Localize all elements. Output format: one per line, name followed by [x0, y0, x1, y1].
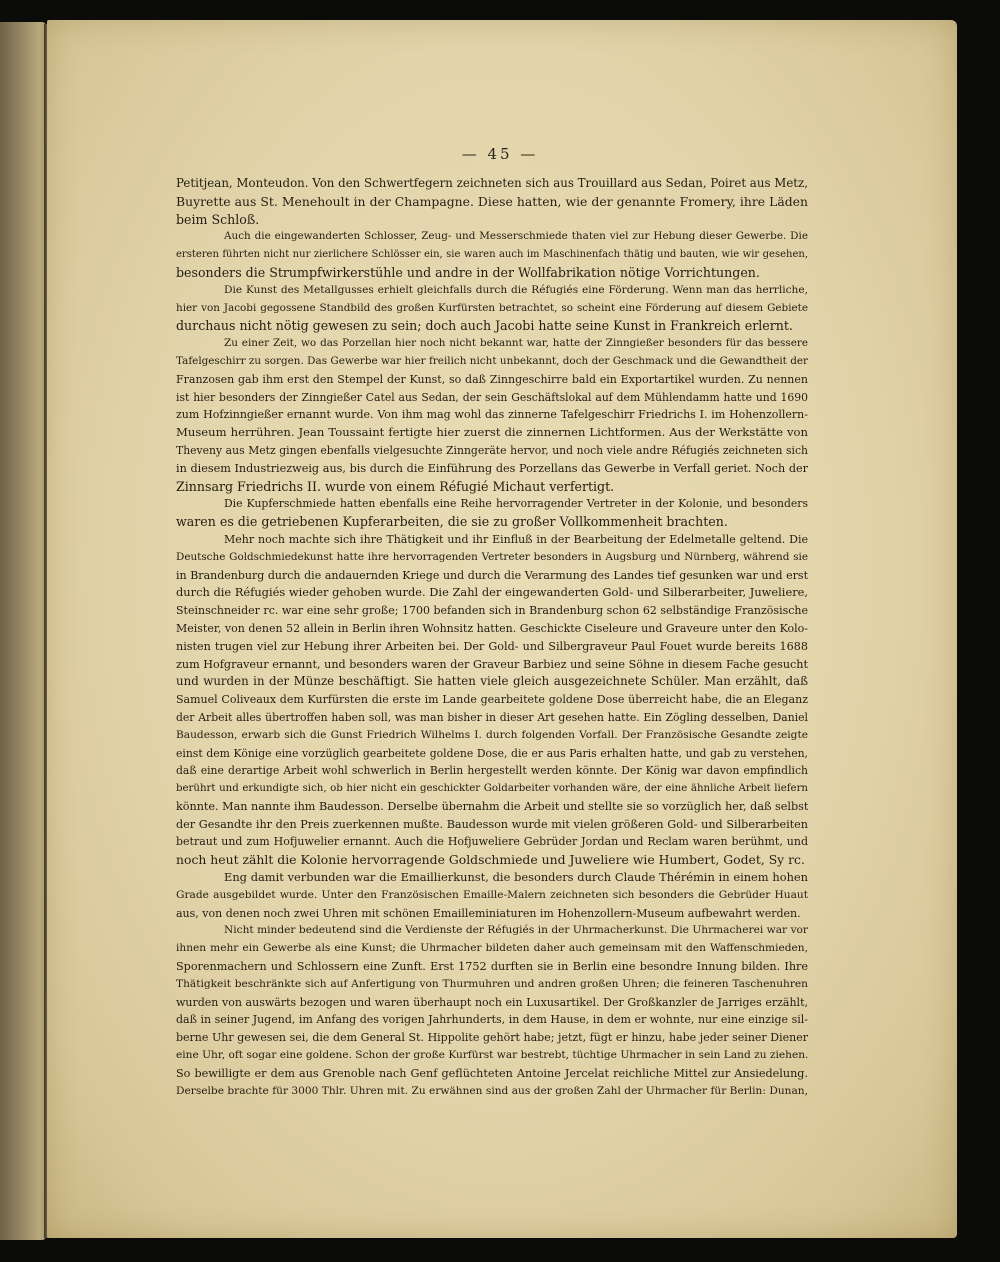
- text-line: Zinnsarg Friedrichs II. wurde von einem Réfugié Michaut verfertigt.: [176, 478, 615, 494]
- text-line: Auch die eingewanderten Schlosser, Zeug- und Messerschmiede thaten viel zur Hebung dieser Gewerbe. Die: [224, 230, 808, 243]
- text-line: berührt und erkundigte sich, ob hier nicht ein geschickter Goldarbeiter vorhanden wäre, der eine ähnliche Arbeit liefern: [176, 783, 808, 795]
- text-line: waren es die getriebenen Kupferarbeiten, die sie zu großer Vollkommenheit brachten.: [176, 514, 728, 530]
- text-line: Samuel Coliveaux dem Kurfürsten die erste im Lande gearbeitete goldene Dose überreicht habe, die an Eleganz: [176, 693, 808, 707]
- page-number: — 45 —: [461, 145, 539, 163]
- text-line: der Gesandte ihr den Preis zuerkennen mußte. Baudesson wurde mit vielen größeren Gold- und Silberarbeiten: [176, 817, 808, 831]
- text-line: zum Hofgraveur ernannt, und besonders waren der Graveur Barbiez und seine Söhne in diesem Fache gesucht: [176, 657, 808, 671]
- text-line: Deutsche Goldschmiedekunst hatte ihre hervorragenden Vertreter besonders in Augsburg und Nürnberg, während sie: [176, 550, 808, 563]
- text-line: Theveny aus Metz gingen ebenfalls vielgesuchte Zinngeräte hervor, und noch viele andre Réfugiés zeichneten sich: [176, 443, 808, 457]
- text-line: Franzosen gab ihm erst den Stempel der Kunst, so daß Zinngeschirre bald ein Exportartikel wurden. Zu nennen: [176, 372, 808, 386]
- text-line: in diesem Industriezweig aus, bis durch die Einführung des Porzellans das Gewerbe in Verfall geriet. Noch der: [176, 461, 808, 475]
- text-line: durch die Réfugiés wieder gehoben wurde. Die Zahl der eingewanderten Gold- und Silberarbeiter, Juweliere,: [176, 585, 808, 600]
- text-line: Nicht minder bedeutend sind die Verdienste der Réfugiés in der Uhrmacherkunst. Die Uhrmacherei war vor: [224, 924, 808, 937]
- text-line: einst dem Könige eine vorzüglich gearbeitete goldene Dose, die er aus Paris erhalten hatte, und gab zu verstehen,: [176, 746, 808, 760]
- text-line: Die Kupferschmiede hatten ebenfalls eine Reihe hervorragender Vertreter in der Kolonie, und besonders: [224, 497, 808, 511]
- text-line: ihnen mehr ein Gewerbe als eine Kunst; die Uhrmacher bildeten daher auch gemeinsam mit den Waffenschmieden,: [176, 942, 808, 955]
- text-line: Museum herrühren. Jean Toussaint fertigte hier zuerst die zinnernen Lichtformen. Aus der Werkstätte von: [176, 425, 808, 440]
- text-line: in Brandenburg durch die andauernden Kriege und durch die Verarmung des Landes tief gesunken war und erst: [176, 568, 808, 582]
- text-line: hier von Jacobi gegossene Standbild des großen Kurfürsten betrachtet, so scheint eine Förderung auf diesem Gebiete: [176, 301, 808, 314]
- text-line: eine Uhr, oft sogar eine goldene. Schon der große Kurfürst war bestrebt, tüchtige Uhrmacher in sein Land zu ziehen.: [176, 1049, 808, 1062]
- text-line: aus, von denen noch zwei Uhren mit schönen Emailleminiaturen im Hohenzollern-Museum aufbewahrt werden.: [176, 906, 801, 920]
- text-line: könnte. Man nannte ihm Baudesson. Derselbe übernahm die Arbeit und stellte sie so vorzüglich her, daß selbst: [176, 799, 808, 813]
- text-line: durchaus nicht nötig gewesen zu sein; doch auch Jacobi hatte seine Kunst in Frankreich erlernt.: [176, 318, 793, 334]
- text-line: daß eine derartige Arbeit wohl schwerlich in Berlin hergestellt werden könnte. Der König war davon empfindlich: [176, 764, 808, 778]
- text-line: Die Kunst des Metallgusses erhielt gleichfalls durch die Réfugiés eine Förderung. Wenn man das herrliche,: [224, 283, 808, 296]
- text-line: Thätigkeit beschränkte sich auf Anfertigung von Thurmuhren und andren großen Uhren; die feineren Taschenuhren: [176, 977, 808, 990]
- text-line: Derselbe brachte für 3000 Thlr. Uhren mit. Zu erwähnen sind aus der großen Zahl der Uhrmacher für Berlin: Dunan,: [176, 1084, 808, 1097]
- text-line: der Arbeit alles übertroffen haben soll, was man bisher in dieser Art gesehen hatte. Ein Zögling desselben, Daniel: [176, 710, 808, 724]
- text-line: Buyrette aus St. Menehoult in der Champagne. Diese hatten, wie der genannte Fromery, ihre Läden: [176, 193, 808, 209]
- text-line: berne Uhr gewesen sei, die dem General St. Hippolite gehört habe; jetzt, fügt er hinzu, habe jeder seiner Diener: [176, 1031, 808, 1045]
- text-line: betraut und zum Hofjuwelier ernannt. Auch die Hofjuweliere Gebrüder Jordan und Reclam waren berühmt, und: [176, 835, 808, 849]
- text-line: Zu einer Zeit, wo das Porzellan hier noch nicht bekannt war, hatte der Zinngießer besonders für das bessere: [224, 337, 808, 350]
- text-line: So bewilligte er dem aus Grenoble nach Genf geflüchteten Antoine Jercelat reichliche Mittel zur Ansiedelung.: [176, 1066, 808, 1080]
- text-line: Tafelgeschirr zu sorgen. Das Gewerbe war hier freilich nicht unbekannt, doch der Geschmack und die Gewandtheit der: [176, 354, 808, 367]
- text-line: Petitjean, Monteudon. Von den Schwertfegern zeichneten sich aus Trouillard aus Sedan, Poiret aus Metz,: [176, 176, 808, 190]
- text-line: und wurden in der Münze beschäftigt. Sie hatten viele gleich ausgezeichnete Schüler. Man erzählt, daß: [176, 674, 808, 689]
- text-line: ersteren führten nicht nur zierlichere Schlösser ein, sie waren auch im Maschinenfach thätig und bauten, wie wir gesehen,: [176, 249, 808, 261]
- text-line: Mehr noch machte sich ihre Thätigkeit und ihr Einfluß in der Bearbeitung der Edelmetalle geltend. Die: [224, 532, 808, 546]
- text-line: Baudesson, erwarb sich die Gunst Friedrich Wilhelms I. durch folgenden Vorfall. Der Französische Gesandte zeigte: [176, 728, 808, 741]
- text-line: besonders die Strumpfwirkerstühle und andre in der Wollfabrikation nötige Vorrichtungen.: [176, 264, 760, 280]
- text-line: Steinschneider rc. war eine sehr große; 1700 befanden sich in Brandenburg schon 62 selbständige Französische: [176, 604, 808, 618]
- text-line: daß in seiner Jugend, im Anfang des vorigen Jahrhunderts, in dem Hause, in dem er wohnte, nur eine einzige sil-: [176, 1013, 808, 1027]
- text-line: Sporenmachern und Schlossern eine Zunft. Erst 1752 durften sie in Berlin eine besondre Innung bilden. Ihre: [176, 960, 808, 974]
- text-line: ist hier besonders der Zinngießer Catel aus Sedan, der sein Geschäftslokal auf dem Mühlendamm hatte und 1690: [176, 390, 808, 404]
- text-line: Eng damit verbunden war die Emaillierkunst, die besonders durch Claude Thérémin in einem hohen: [224, 870, 808, 885]
- text-line: wurden von auswärts bezogen und waren überhaupt noch ein Luxusartikel. Der Großkanzler de Jarriges erzählt,: [176, 995, 808, 1009]
- text-line: zum Hofzinngießer ernannt wurde. Von ihm mag wohl das zinnerne Tafelgeschirr Friedrichs I. im Hohenzollern-: [176, 408, 808, 422]
- text-line: beim Schloß.: [176, 211, 260, 227]
- facing-page-edge: [0, 22, 46, 1240]
- text-line: Grade ausgebildet wurde. Unter den Französischen Emaille-Malern zeichneten sich besonders die Gebrüder Huaut: [176, 888, 808, 901]
- text-line: noch heut zählt die Kolonie hervorragende Goldschmiede und Juweliere wie Humbert, Godet, Sy rc.: [176, 852, 805, 868]
- text-line: Meister, von denen 52 allein in Berlin ihren Wohnsitz hatten. Geschickte Ciseleure und Graveure unter den Kolo-: [176, 621, 808, 635]
- body-text: [176, 175, 808, 1100]
- text-line: nisten trugen viel zur Hebung ihrer Arbeiten bei. Der Gold- und Silbergraveur Paul Fouet wurde bereits 1688: [176, 639, 808, 653]
